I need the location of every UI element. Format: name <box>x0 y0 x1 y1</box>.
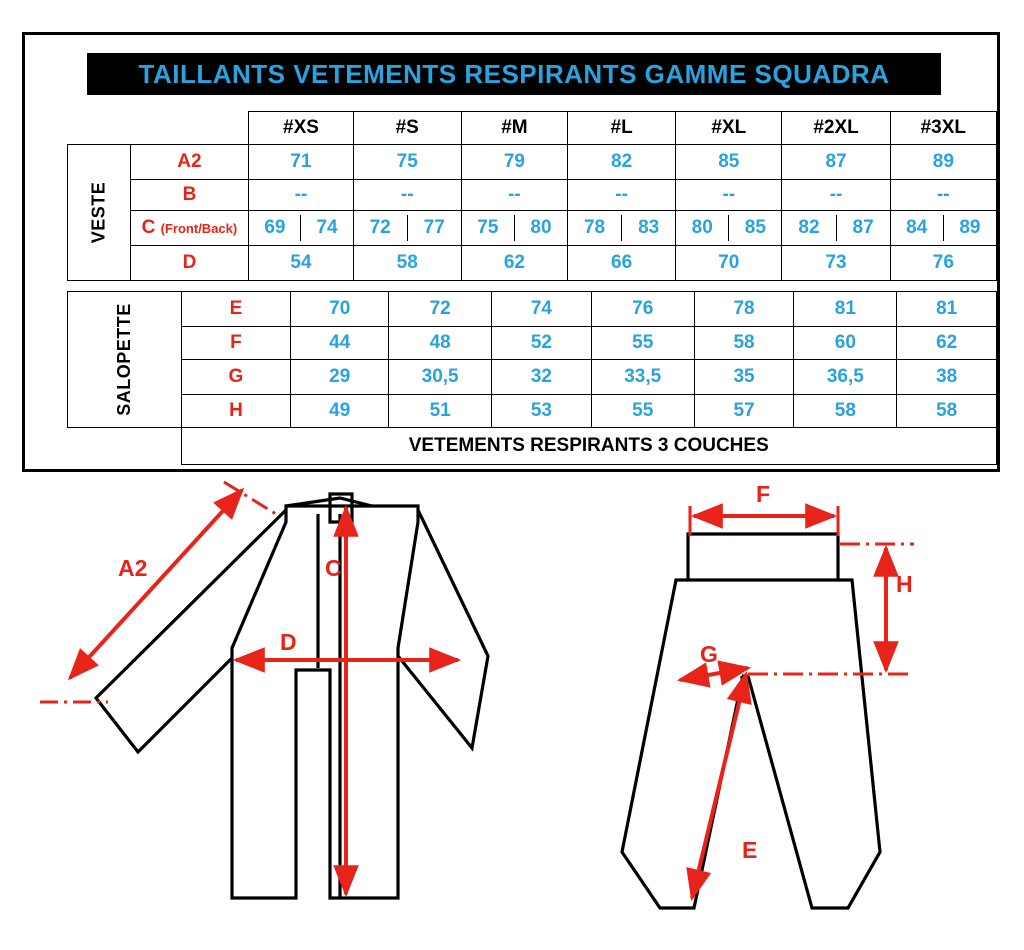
group-label-text: SALOPETTE <box>113 303 134 416</box>
cell-value-back: 87 <box>852 217 874 238</box>
cell-value: 70 <box>676 246 782 281</box>
size-header: #XS <box>249 112 353 145</box>
veste-table-wrap <box>67 111 997 281</box>
footer-text: VETEMENTS RESPIRANTS 3 COUCHES <box>181 428 996 465</box>
cell-value-split <box>782 211 890 246</box>
cell-value-back: 83 <box>638 217 660 238</box>
trousers-h-measure <box>748 544 914 674</box>
cell-value-back: 74 <box>316 217 338 238</box>
table-row <box>68 360 997 395</box>
cell-value-split <box>568 211 676 246</box>
size-header: #M <box>461 112 567 145</box>
cell-value: 51 <box>389 395 492 428</box>
cell-value: 35 <box>694 360 794 395</box>
cell-value-front: 78 <box>568 215 622 241</box>
e-arrow <box>692 674 746 898</box>
cell-value-split <box>353 211 461 246</box>
cell-value: 89 <box>890 145 996 180</box>
size-header: #3XL <box>890 112 996 145</box>
cell-value: 49 <box>291 395 389 428</box>
cell-value-front: 69 <box>249 215 301 241</box>
cell-value: 87 <box>782 145 890 180</box>
cell-value-front: 84 <box>891 215 944 241</box>
trousers-right-leg <box>748 580 880 908</box>
size-header: #L <box>568 112 676 145</box>
cell-value: 66 <box>568 246 676 281</box>
cell-value: 58 <box>353 246 461 281</box>
cell-value: 71 <box>249 145 353 180</box>
row-label: F <box>181 327 291 360</box>
cell-value: 76 <box>591 292 694 327</box>
group-label-text: VESTE <box>88 181 109 244</box>
cell-value: 72 <box>389 292 492 327</box>
label-h: H <box>896 571 913 597</box>
cell-value-split <box>249 211 353 246</box>
row-label-letter: C <box>141 217 156 238</box>
cell-value: -- <box>353 180 461 211</box>
title-banner <box>87 53 941 95</box>
table-row <box>68 327 997 360</box>
veste-table <box>67 111 997 281</box>
cell-value: 81 <box>897 292 997 327</box>
size-header: #S <box>353 112 461 145</box>
cell-value-split <box>890 211 996 246</box>
cell-value: 30,5 <box>389 360 492 395</box>
trousers-g-measure <box>680 668 748 680</box>
table-row <box>68 145 997 180</box>
cell-value: -- <box>249 180 353 211</box>
cell-value: 75 <box>353 145 461 180</box>
cell-value: -- <box>782 180 890 211</box>
table-row <box>68 180 997 211</box>
cell-value: 78 <box>694 292 794 327</box>
a2-guide-top <box>224 482 276 514</box>
label-d: D <box>280 629 297 655</box>
row-label: B <box>130 180 249 211</box>
row-label <box>130 211 249 246</box>
cell-value: 81 <box>794 292 897 327</box>
group-label-veste <box>68 145 131 281</box>
cell-value-front: 72 <box>354 215 408 241</box>
cell-value: 62 <box>897 327 997 360</box>
trousers-left-leg <box>622 580 742 908</box>
cell-value: 33,5 <box>591 360 694 395</box>
trousers-e-measure <box>692 674 746 898</box>
cell-value: 82 <box>568 145 676 180</box>
cell-value: 36,5 <box>794 360 897 395</box>
cell-value-back: 80 <box>530 217 552 238</box>
label-g: G <box>700 641 718 667</box>
table-footer-row <box>68 428 997 465</box>
table-frame <box>22 32 1000 472</box>
cell-value: -- <box>676 180 782 211</box>
table-row <box>68 292 997 327</box>
cell-value: 73 <box>782 246 890 281</box>
row-label: D <box>130 246 249 281</box>
row-label: G <box>181 360 291 395</box>
g-arrow <box>680 668 748 680</box>
label-e: E <box>742 837 758 863</box>
cell-value: 62 <box>461 246 567 281</box>
size-header: #XL <box>676 112 782 145</box>
cell-value-split <box>676 211 782 246</box>
cell-value: 60 <box>794 327 897 360</box>
cell-value-front: 75 <box>462 215 515 241</box>
cell-value-back: 77 <box>423 217 445 238</box>
row-label: E <box>181 292 291 327</box>
cell-value: 58 <box>897 395 997 428</box>
trousers-f-measure <box>690 506 838 536</box>
cell-value-front: 82 <box>782 215 836 241</box>
cell-value: 76 <box>890 246 996 281</box>
row-label: A2 <box>130 145 249 180</box>
salopette-table-wrap <box>67 291 997 465</box>
group-label-salopette <box>68 292 182 428</box>
row-label: H <box>181 395 291 428</box>
cell-value: 58 <box>694 327 794 360</box>
label-f: F <box>756 481 771 507</box>
table-row <box>68 211 997 246</box>
cell-value: 29 <box>291 360 389 395</box>
cell-value: 85 <box>676 145 782 180</box>
cell-value: 55 <box>591 395 694 428</box>
page-title: TAILLANTS VETEMENTS RESPIRANTS GAMME SQUADRA <box>138 58 890 89</box>
corner-blank <box>68 112 131 145</box>
cell-value: -- <box>461 180 567 211</box>
table-header-row <box>68 112 997 145</box>
table-row <box>68 246 997 281</box>
cell-value: 55 <box>591 327 694 360</box>
cell-value: 53 <box>492 395 592 428</box>
corner-blank-2 <box>130 112 249 145</box>
jacket-a2-measure <box>40 482 276 714</box>
cell-value-front: 80 <box>676 215 729 241</box>
cell-value: 38 <box>897 360 997 395</box>
cell-value: 44 <box>291 327 389 360</box>
cell-value: 48 <box>389 327 492 360</box>
cell-value: 70 <box>291 292 389 327</box>
row-label-sub: (Front/Back) <box>160 221 238 236</box>
a2-arrow <box>70 490 242 678</box>
measurement-diagrams <box>0 470 1024 950</box>
size-header: #2XL <box>782 112 890 145</box>
cell-value: 74 <box>492 292 592 327</box>
cell-value: 52 <box>492 327 592 360</box>
cell-value: 58 <box>794 395 897 428</box>
jacket-diagram <box>96 494 488 898</box>
cell-value: 57 <box>694 395 794 428</box>
cell-value-back: 89 <box>959 217 981 238</box>
trousers-bib <box>688 534 838 580</box>
cell-value: -- <box>568 180 676 211</box>
label-a2: A2 <box>118 555 148 581</box>
salopette-table <box>67 291 997 465</box>
cell-value-back: 85 <box>744 217 766 238</box>
cell-value-split <box>461 211 567 246</box>
table-row <box>68 395 997 428</box>
label-c: C <box>325 555 342 581</box>
cell-value: 79 <box>461 145 567 180</box>
cell-value: 32 <box>492 360 592 395</box>
cell-value: -- <box>890 180 996 211</box>
jacket-right-sleeve <box>398 510 488 748</box>
cell-value: 54 <box>249 246 353 281</box>
